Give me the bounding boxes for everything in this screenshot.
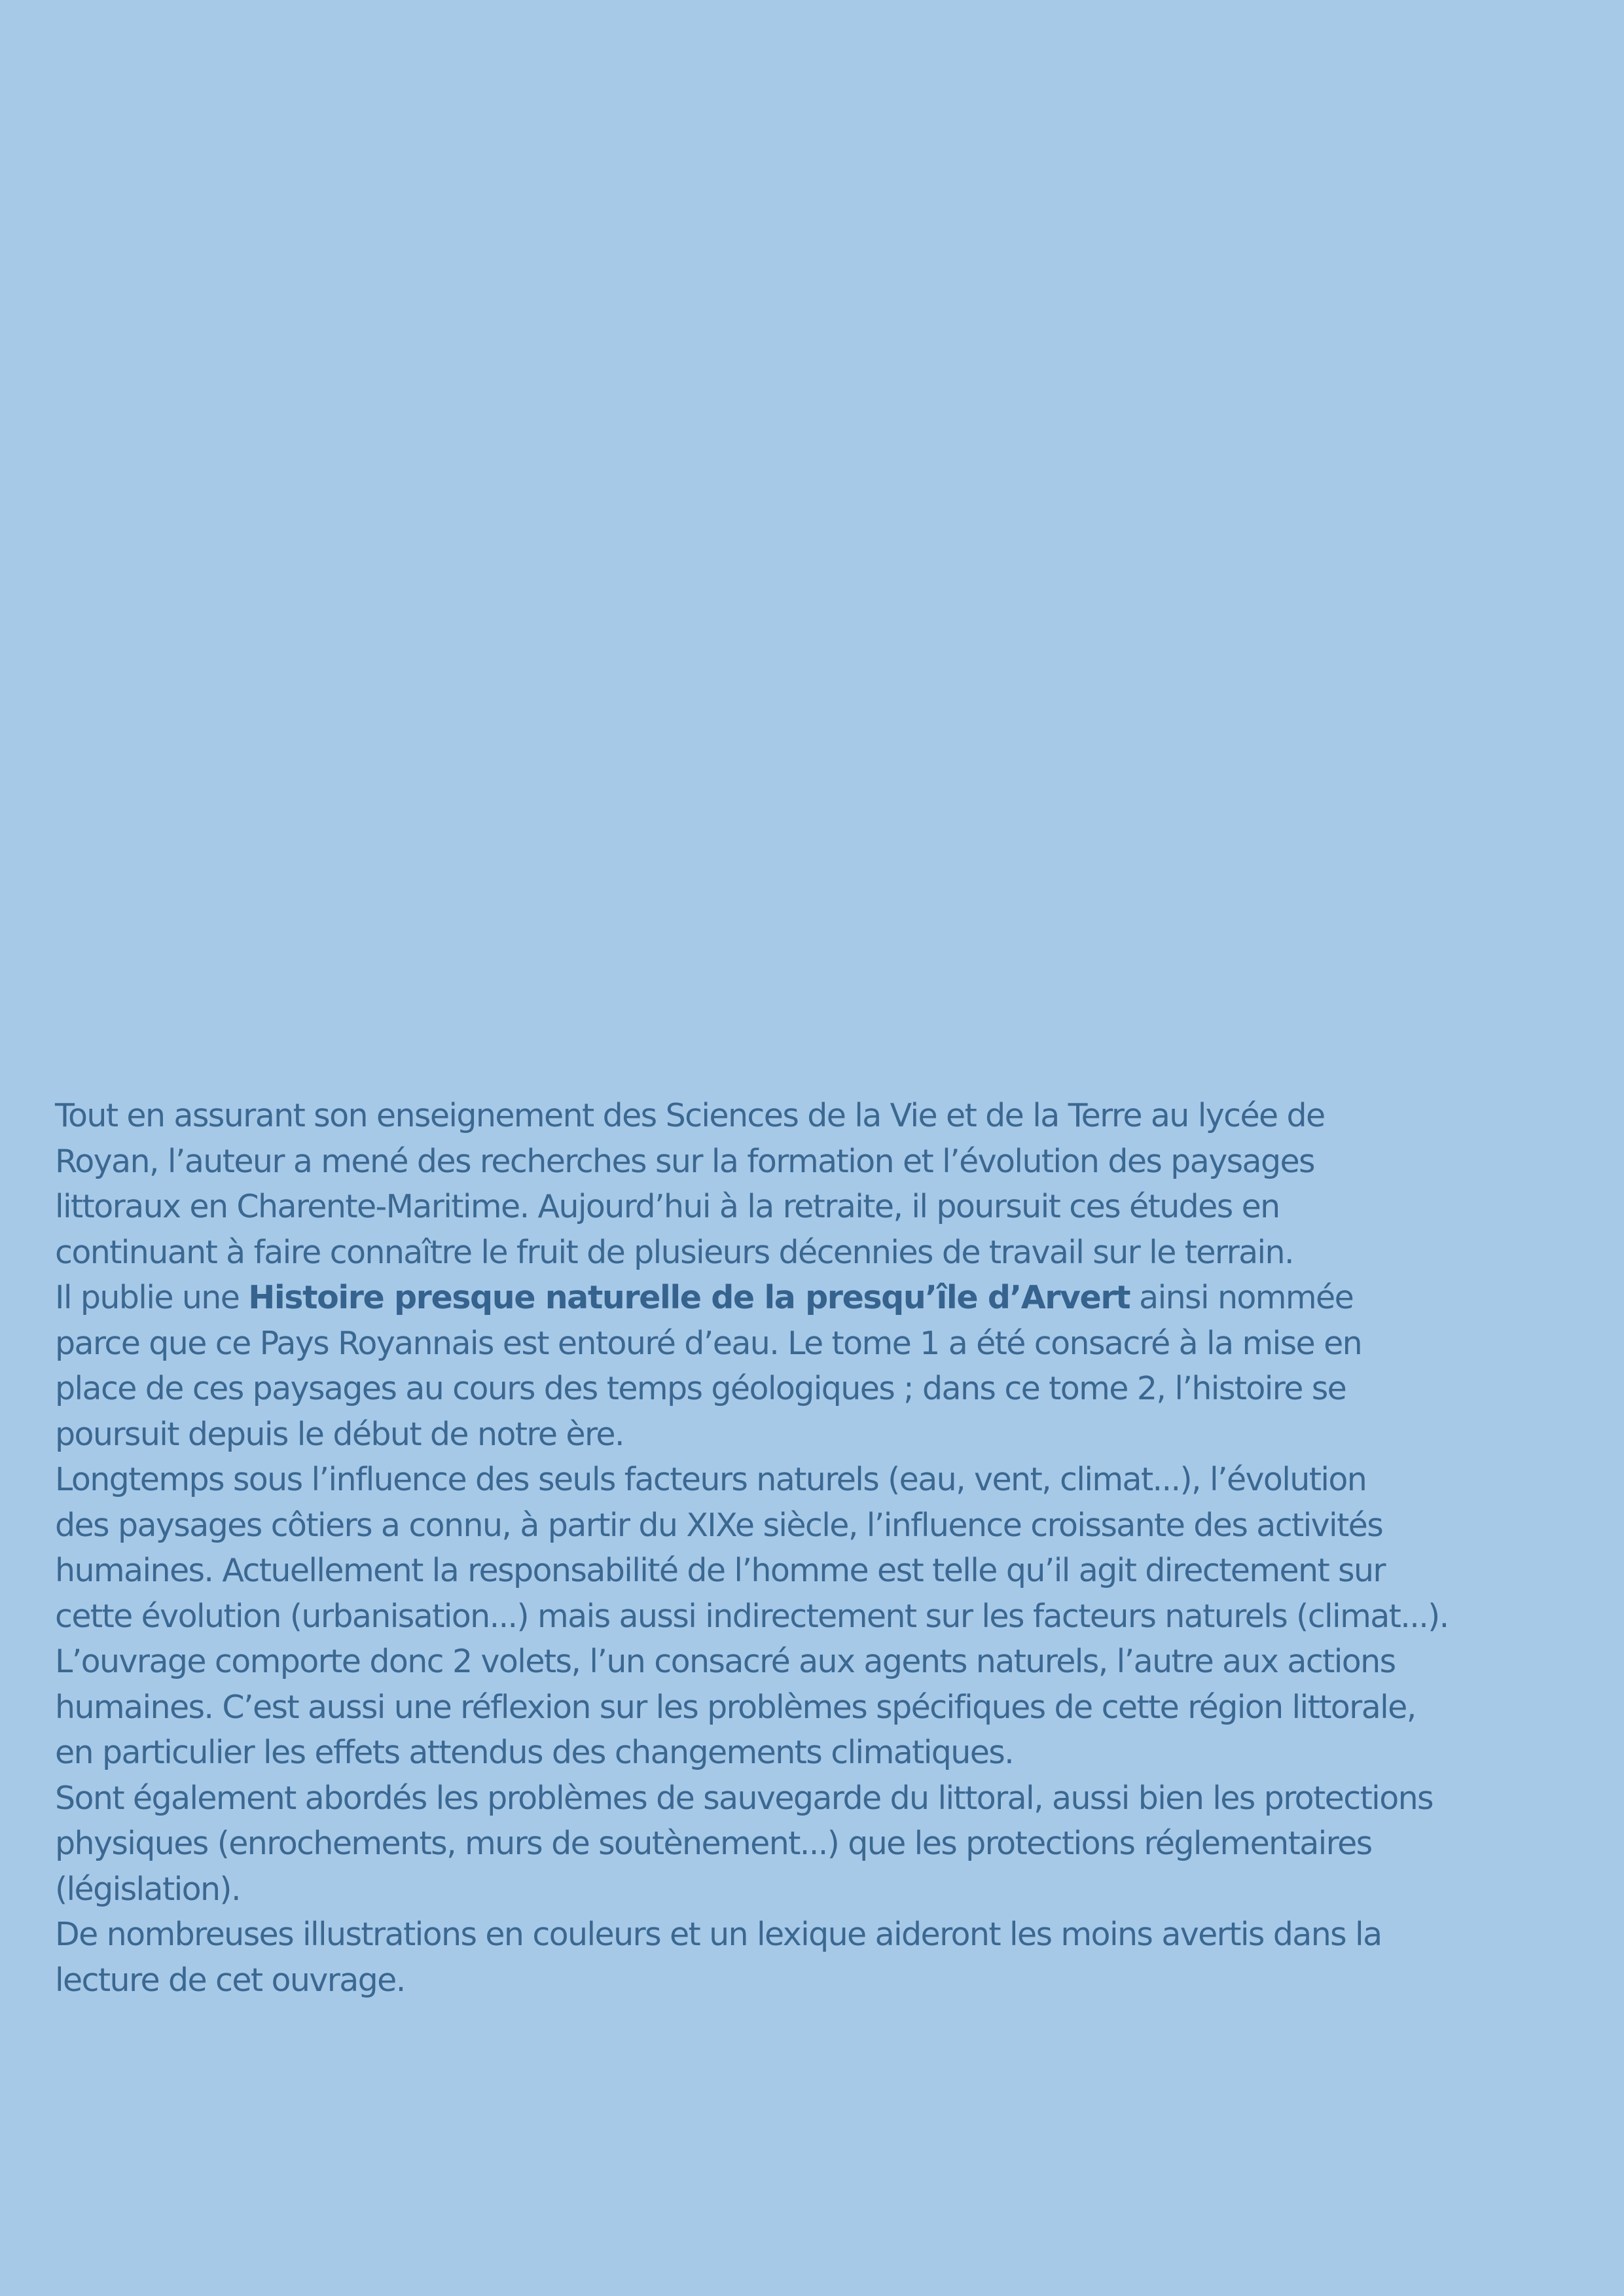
blurb-line: Tout en assurant son enseignement des Sciences de la Vie et de la Terre au lycée de (55, 1097, 1325, 1134)
blurb-line: (législation). (55, 1870, 240, 1908)
blurb-line-with-title (55, 1275, 1580, 1321)
blurb-line: Sont également abordés les problèmes de sauvegarde du littoral, aussi bien les protections (55, 1779, 1433, 1817)
blurb-line: poursuit depuis le début de notre ère. (55, 1415, 624, 1453)
blurb-line: humaines. C’est aussi une réflexion sur les problèmes spécifiques de cette région littorale, (55, 1688, 1416, 1726)
blurb-line: des paysages côtiers a connu, à partir du XIXe siècle, l’influence croissante des activités (55, 1506, 1383, 1544)
blurb-line: continuant à faire connaître le fruit de plusieurs décennies de travail sur le terrain. (55, 1233, 1293, 1271)
blurb-line: littoraux en Charente-Maritime. Aujourd’hui à la retraite, il poursuit ces études en (55, 1188, 1280, 1225)
blurb-line: L’ouvrage comporte donc 2 volets, l’un consacré aux agents naturels, l’autre aux actions (55, 1643, 1396, 1680)
blurb-line: cette évolution (urbanisation...) mais aussi indirectement sur les facteurs naturels (climat...). (55, 1597, 1449, 1635)
back-cover-blurb (55, 1093, 1580, 2003)
blurb-line: place de ces paysages au cours des temps géologiques ; dans ce tome 2, l’histoire se (55, 1370, 1346, 1407)
blurb-line: humaines. Actuellement la responsabilité de l’homme est telle qu’il agit directement sur (55, 1552, 1385, 1589)
blurb-line: physiques (enrochements, murs de soutènement...) que les protections réglementaires (55, 1825, 1372, 1862)
blurb-line: lecture de cet ouvrage. (55, 1961, 405, 1999)
blurb-line: De nombreuses illustrations en couleurs et un lexique aideront les moins avertis dans la (55, 1916, 1382, 1953)
book-title: Histoire presque naturelle de la presqu’île d’Arvert (248, 1279, 1130, 1316)
blurb-text: Il publie une (55, 1279, 249, 1316)
blurb-text: ainsi nommée (1130, 1279, 1354, 1316)
blurb-line: parce que ce Pays Royannais est entouré d’eau. Le tome 1 a été consacré à la mise en (55, 1324, 1362, 1362)
blurb-line: Longtemps sous l’influence des seuls facteurs naturels (eau, vent, climat...), l’évolution (55, 1461, 1367, 1498)
blurb-line: en particulier les effets attendus des changements climatiques. (55, 1734, 1014, 1771)
blurb-line: Royan, l’auteur a mené des recherches sur la formation et l’évolution des paysages (55, 1142, 1314, 1180)
